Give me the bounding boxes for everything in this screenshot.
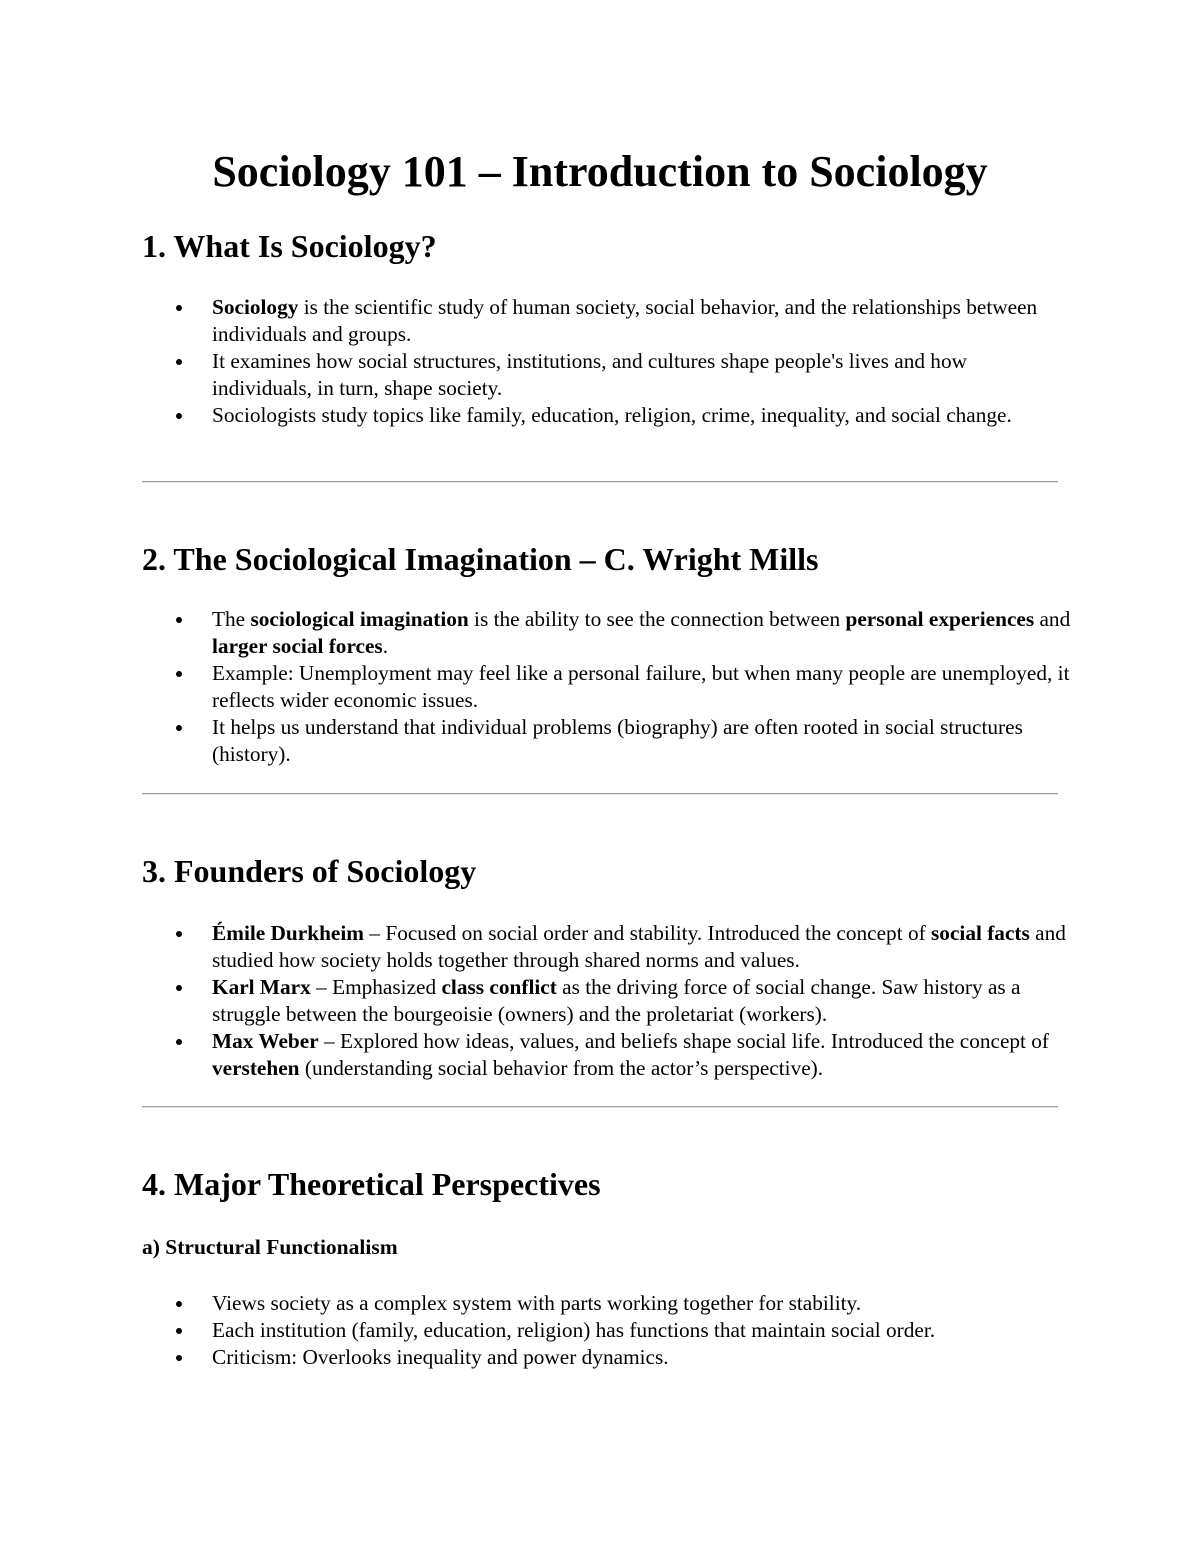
section-4-heading: 4. Major Theoretical Perspectives: [142, 1166, 601, 1202]
list-item: [212, 1344, 1072, 1371]
term-sociological-imagination: sociological imagination: [250, 607, 469, 631]
list-item: [212, 714, 1072, 768]
bullet-icon: [176, 1328, 182, 1334]
list-item: [212, 402, 1072, 429]
list-item-text: – Explored how ideas, values, and beliefs shape social life. Introduced the concept of: [318, 1029, 1050, 1053]
bullet-icon: [176, 305, 182, 311]
section-2-list: [212, 606, 1072, 768]
horizontal-rule: [142, 793, 1058, 795]
bullet-icon: [176, 985, 182, 991]
list-item: [212, 348, 1072, 402]
founder-name: Karl Marx: [212, 975, 311, 999]
list-item: [212, 1317, 1072, 1344]
term-sociology: Sociology: [212, 295, 299, 319]
list-item: [212, 294, 1072, 348]
bullet-icon: [176, 413, 182, 419]
list-item-text: Example: Unemployment may feel like a personal failure, but when many people are unemployed, it reflects wider economic issues.: [212, 661, 1070, 712]
bullet-icon: [176, 1355, 182, 1361]
horizontal-rule: [142, 1106, 1058, 1108]
bullet-icon: [176, 671, 182, 677]
list-item-text: and: [1034, 607, 1071, 631]
term-social-facts: social facts: [931, 921, 1030, 945]
list-item-text: Each institution (family, education, religion) has functions that maintain social order.: [212, 1318, 936, 1342]
bullet-icon: [176, 931, 182, 937]
term-personal-experiences: personal experiences: [845, 607, 1035, 631]
list-item-text: is the scientific study of human society, social behavior, and the relationships between individuals and groups.: [212, 295, 1038, 346]
term-larger-social-forces: larger social forces: [212, 634, 383, 658]
list-item-text: Criticism: Overlooks inequality and power dynamics.: [212, 1345, 669, 1369]
list-item: [212, 660, 1072, 714]
document-title: Sociology 101 – Introduction to Sociology: [212, 147, 988, 196]
bullet-icon: [176, 359, 182, 365]
list-item-text: Views society as a complex system with parts working together for stability.: [212, 1291, 862, 1315]
horizontal-rule: [142, 481, 1058, 483]
section-3-heading: 3. Founders of Sociology: [142, 853, 477, 889]
list-item-text: It helps us understand that individual problems (biography) are often rooted in social structures (history).: [212, 715, 1023, 766]
list-item: [212, 1290, 1072, 1317]
list-item: [212, 606, 1072, 660]
bullet-icon: [176, 1301, 182, 1307]
list-item-text: – Emphasized: [310, 975, 442, 999]
list-item-text: It examines how social structures, institutions, and cultures shape people's lives and how individuals, in turn, shape society.: [212, 349, 967, 400]
list-item-text: – Focused on social order and stability. Introduced the concept of: [364, 921, 932, 945]
founder-name: Max Weber: [212, 1029, 319, 1053]
section-3-list: [212, 920, 1072, 1082]
list-item-text: is the ability to see the connection between: [468, 607, 846, 631]
list-item: [212, 974, 1072, 1028]
list-item-text: .: [382, 634, 389, 658]
bullet-icon: [176, 1039, 182, 1045]
section-1-list: [212, 294, 1072, 429]
list-item: [212, 920, 1072, 974]
list-item-text: as the driving force of social change. Saw history as a struggle between the bourgeoisie (owners) and the proletariat (workers).: [212, 975, 1021, 1026]
section-1-heading: 1. What Is Sociology?: [142, 228, 437, 264]
list-item-text: and studied how society holds together through shared norms and values.: [212, 921, 1066, 972]
term-verstehen: verstehen: [212, 1056, 300, 1080]
subsection-a-list: [212, 1290, 1072, 1371]
list-item: [212, 1028, 1072, 1082]
founder-name: Émile Durkheim: [212, 921, 365, 945]
bullet-icon: [176, 725, 182, 731]
list-item-text: The: [212, 607, 251, 631]
list-item-text: (understanding social behavior from the actor’s perspective).: [299, 1056, 824, 1080]
term-class-conflict: class conflict: [441, 975, 557, 999]
subsection-a-heading: a) Structural Functionalism: [142, 1235, 398, 1259]
section-2-heading: 2. The Sociological Imagination – C. Wright Mills: [142, 541, 819, 577]
bullet-icon: [176, 617, 182, 623]
list-item-text: Sociologists study topics like family, education, religion, crime, inequality, and social change.: [212, 403, 1012, 427]
